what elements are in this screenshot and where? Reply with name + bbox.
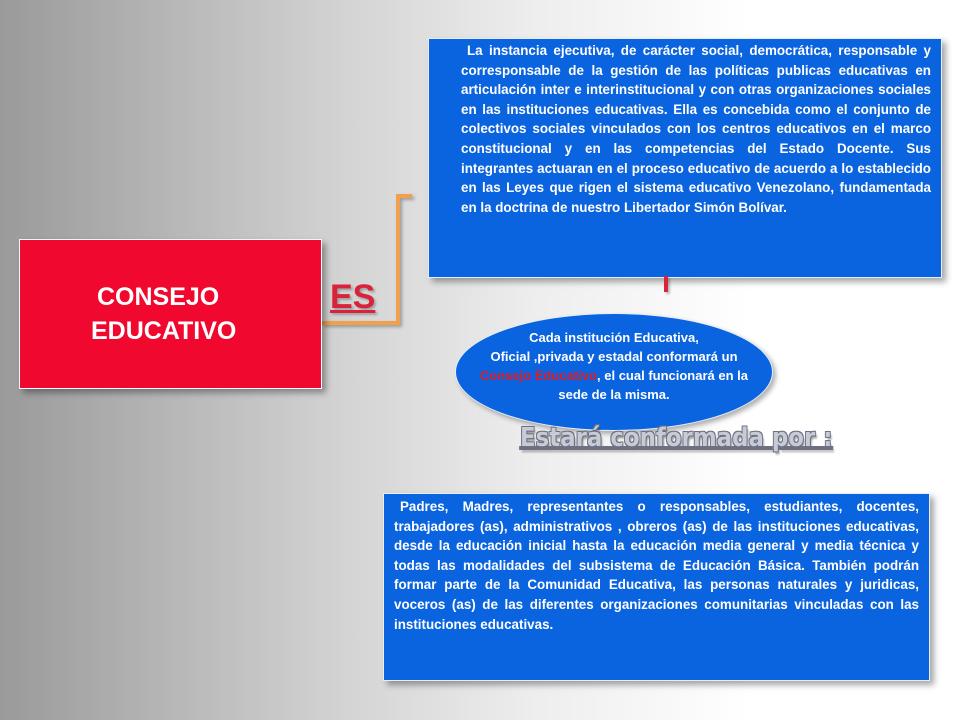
conformada-heading: Estará conformada por : (520, 423, 833, 453)
title-line-2: EDUCATIVO (91, 317, 237, 345)
definition-box (428, 38, 942, 278)
members-text: Padres, Madres, representantes o responsables, estudiantes, docentes, trabajadores (as), administrativos , obreros (as) de las instituciones educativas, desde la educación inicial hasta la educación media general y media técnica y todas las modalidades del subsistema de Educación Básica. También podrán formar parte de la Comunidad Educativa, las personas naturales y juridicas, voceros (as) de las diferentes organizaciones comunitarias vinculadas con las instituciones educativas. (394, 499, 919, 632)
title-line-1: CONSEJO (97, 283, 220, 311)
institution-part-after: , el cual funcionará en la sede de la misma. (558, 368, 749, 402)
institution-text (470, 328, 758, 404)
members-box (383, 493, 930, 681)
es-connector-label: ES (330, 278, 376, 316)
institution-line-2 (470, 347, 758, 404)
institution-line-1: Cada institución Educativa, (529, 330, 699, 345)
institution-part-before: Oficial ,privada y estadal conformará un (490, 349, 738, 364)
consejo-educativo-title (19, 280, 322, 348)
definition-text: La instancia ejecutiva, de carácter social, democrática, responsable y corresponsable de la gestión de las políticas publicas educativas en articulación inter e interinstitucional y con otras organizaciones sociales en las instituciones educativas. Ella es concebida como el conjunto de colectivos sociales vinculados con los centros educativos en el marco constitucional y en las competencias del Estado Docente. Sus integrantes actuaran en el proceso educativo de acuerdo a lo establecido en las Leyes que rigen el sistema educativo Venezolano, fundamentada en la doctrina de nuestro Libertador Simón Bolívar. (461, 43, 931, 215)
consejo-educativo-highlight: Consejo Educativo (479, 368, 598, 383)
connector-tick (664, 276, 668, 292)
